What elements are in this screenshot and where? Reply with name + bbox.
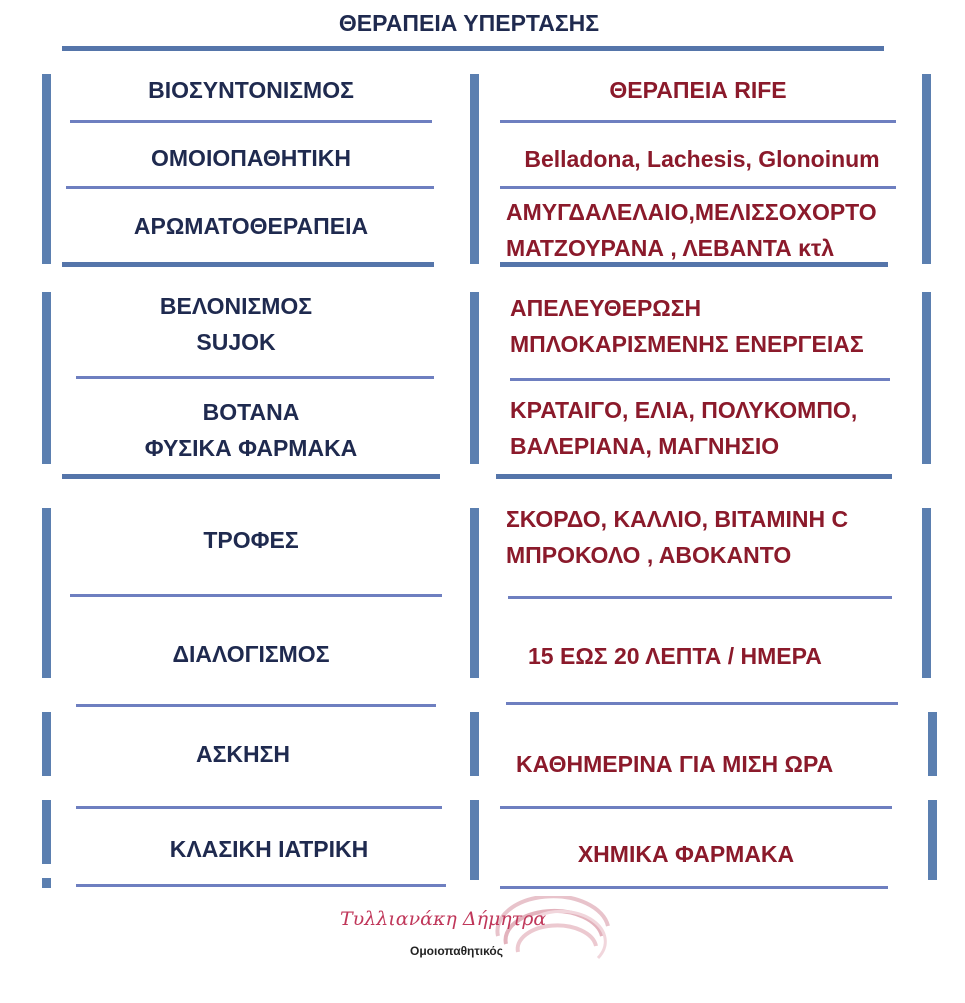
left-divider xyxy=(76,884,446,887)
right-outer-bar-2 xyxy=(922,292,931,464)
therapy-label: ΤΡΟΦΕΣ xyxy=(203,527,299,553)
logo-signature: Τυλλιανάκη Δήμητρα xyxy=(340,908,547,930)
therapy-detail: ΑΜΥΓΔΑΛΕΛΑΙΟ,ΜΕΛΙΣΣΟΧΟΡΤΟ ΜΑΤΖΟΥΡΑΝΑ , ΛΕΒΑΝΤΑ κτλ xyxy=(506,199,877,261)
left-group-border xyxy=(62,262,434,267)
left-outer-bar-5 xyxy=(42,800,51,864)
therapy-label: ΑΡΩΜΑΤΟΘΕΡΑΠΕΙΑ xyxy=(133,213,369,239)
middle-bar-1 xyxy=(470,74,479,264)
left-outer-bar-4 xyxy=(42,712,51,776)
right-divider xyxy=(508,596,892,599)
left-outer-bar-1 xyxy=(42,74,51,264)
right-divider xyxy=(500,186,896,189)
left-divider xyxy=(70,120,432,123)
therapy-detail: ΘΕΡΑΠΕΙΑ RIFE xyxy=(609,77,787,103)
therapy-detail: ΚΑΘΗΜΕΡΙΝΑ ΓΙΑ ΜΙΣΗ ΩΡΑ xyxy=(516,751,834,777)
left-outer-bar-2 xyxy=(42,292,51,464)
therapy-label: ΒΕΛΟΝΙΣΜΟΣ SUJOK xyxy=(159,293,313,355)
therapy-detail: ΣΚΟΡΔΟ, ΚΑΛΛΙΟ, ΒΙΤΑΜΙΝΗ C ΜΠΡΟΚΟΛΟ , ΑΒΟΚΑΝΤΟ xyxy=(506,506,849,568)
therapy-label: ΒΙΟΣΥΝΤΟΝΙΣΜΟΣ xyxy=(148,77,354,103)
right-outer-bar-4 xyxy=(928,712,937,776)
middle-bar-2 xyxy=(470,292,479,464)
left-outer-bar-3 xyxy=(42,508,51,678)
page-title: ΘΕΡΑΠΕΙΑ ΥΠΕΡΤΑΣΗΣ xyxy=(338,10,600,36)
therapy-label: ΔΙΑΛΟΓΙΣΜΟΣ xyxy=(172,641,330,667)
therapy-label: ΑΣΚΗΣΗ xyxy=(195,741,291,767)
right-divider xyxy=(506,702,898,705)
middle-bar-3 xyxy=(470,508,479,678)
left-divider xyxy=(76,376,434,379)
therapy-label: ΟΜΟΙΟΠΑΘΗΤΙΚΗ xyxy=(151,145,351,171)
left-group-border xyxy=(62,474,440,479)
middle-bar-5 xyxy=(470,800,479,880)
left-divider xyxy=(70,594,442,597)
left-divider xyxy=(76,704,436,707)
therapy-detail: ΧΗΜΙΚΑ ΦΑΡΜΑΚΑ xyxy=(577,841,795,867)
right-divider xyxy=(510,378,890,381)
right-divider xyxy=(500,120,896,123)
therapy-detail: Belladona, Lachesis, Glonoinum xyxy=(524,146,880,172)
right-outer-bar-3 xyxy=(922,508,931,678)
logo-subtitle: Ομοιοπαθητικός xyxy=(410,944,503,958)
therapy-detail: ΑΠΕΛΕΥΘΕΡΩΣΗ ΜΠΛΟΚΑΡΙΣΜΕΝΗΣ ΕΝΕΡΓΕΙΑΣ xyxy=(510,295,864,357)
left-divider xyxy=(66,186,434,189)
middle-bar-4 xyxy=(470,712,479,776)
left-divider xyxy=(76,806,442,809)
therapy-label: ΚΛΑΣΙΚΗ ΙΑΤΡΙΚΗ xyxy=(169,836,369,862)
therapy-label: ΒΟΤΑΝΑ ΦΥΣΙΚΑ ΦΑΡΜΑΚΑ xyxy=(144,399,358,461)
left-outer-bar-6 xyxy=(42,878,51,888)
right-outer-bar-5 xyxy=(928,800,937,880)
therapy-detail: ΚΡΑΤΑΙΓΟ, ΕΛΙΑ, ΠΟΛΥΚΟΜΠΟ, ΒΑΛΕΡΙΑΝΑ, ΜΑΓΝΗΣΙΟ xyxy=(510,397,858,459)
right-divider xyxy=(500,806,892,809)
right-divider xyxy=(500,886,888,889)
therapy-detail: 15 ΕΩΣ 20 ΛΕΠΤΑ / ΗΜΕΡΑ xyxy=(528,643,822,669)
top-border xyxy=(62,46,884,51)
right-group-border xyxy=(496,474,892,479)
